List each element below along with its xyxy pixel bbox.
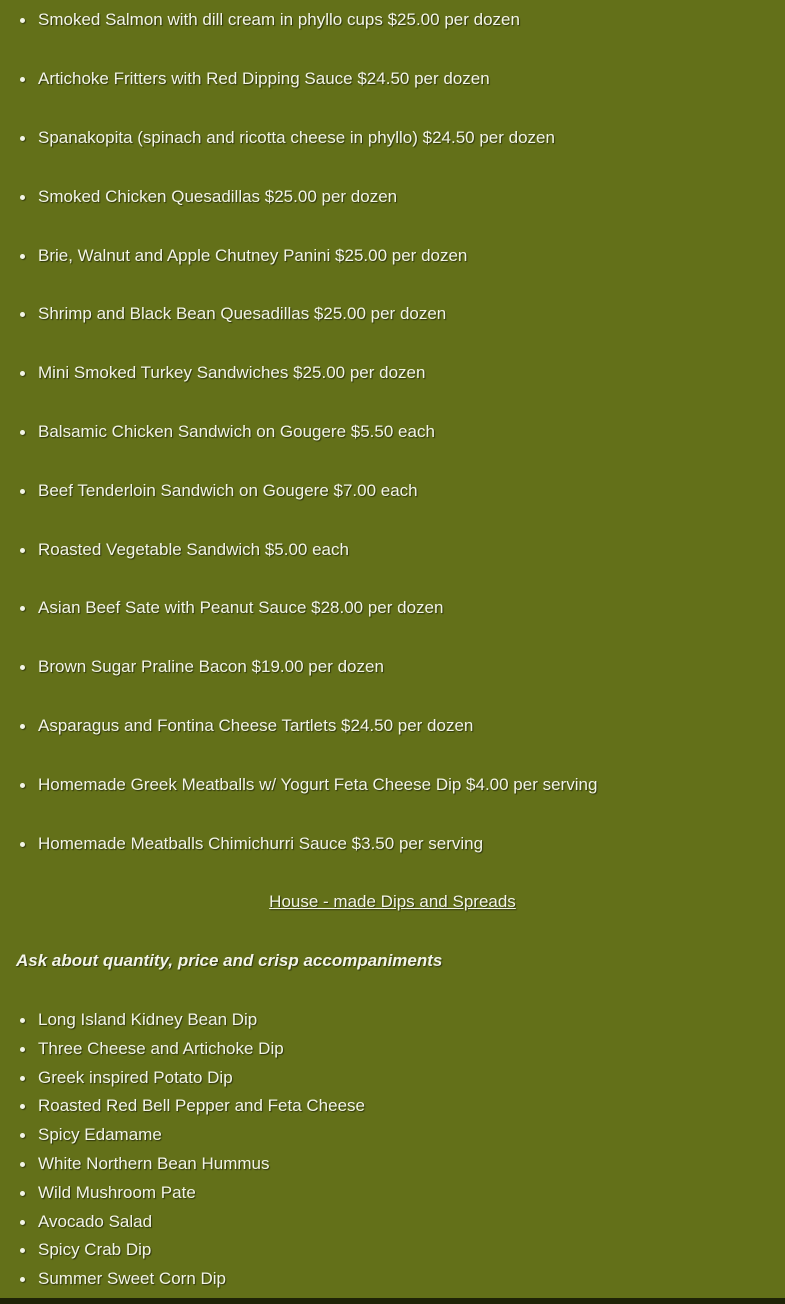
bottom-divider xyxy=(0,1298,785,1304)
list-item: Roasted Vegetable Sandwich $5.00 each xyxy=(38,540,349,559)
list-item: Smoked Chicken Quesadillas $25.00 per dozen xyxy=(38,187,398,206)
list-item: Asian Beef Sate with Peanut Sauce $28.00 per dozen xyxy=(38,598,444,617)
list-item: Smoked Salmon with dill cream in phyllo cups $25.00 per dozen xyxy=(38,10,520,29)
list-item: Roasted Red Bell Pepper and Feta Cheese xyxy=(38,1096,365,1115)
list-item: Balsamic Chicken Sandwich on Gougere $5.50 each xyxy=(38,422,435,441)
ask-note: Ask about quantity, price and crisp accompaniments xyxy=(16,951,443,970)
list-item: Three Cheese and Artichoke Dip xyxy=(38,1039,284,1058)
list-item: Greek inspired Potato Dip xyxy=(38,1068,233,1087)
list-item: Beef Tenderloin Sandwich on Gougere $7.00 each xyxy=(38,481,418,500)
list-item: Homemade Greek Meatballs w/ Yogurt Feta Cheese Dip $4.00 per serving xyxy=(38,775,598,794)
list-item: Spicy Crab Dip xyxy=(38,1240,152,1259)
list-item: Artichoke Fritters with Red Dipping Sauce $24.50 per dozen xyxy=(38,69,490,88)
list-item: White Northern Bean Hummus xyxy=(38,1154,270,1173)
list-item: Asparagus and Fontina Cheese Tartlets $24.50 per dozen xyxy=(38,716,474,735)
list-item: Long Island Kidney Bean Dip xyxy=(38,1010,258,1029)
list-item: Avocado Salad xyxy=(38,1212,153,1231)
list-item: Mini Smoked Turkey Sandwiches $25.00 per dozen xyxy=(38,363,426,382)
list-item: Brown Sugar Praline Bacon $19.00 per dozen xyxy=(38,657,384,676)
list-item: Wild Mushroom Pate xyxy=(38,1183,196,1202)
dips-section-link[interactable]: House - made Dips and Spreads xyxy=(269,892,516,911)
list-item: Summer Sweet Corn Dip xyxy=(38,1269,227,1288)
list-item: Homemade Meatballs Chimichurri Sauce $3.50 per serving xyxy=(38,834,484,853)
list-item: Shrimp and Black Bean Quesadillas $25.00 per dozen xyxy=(38,304,447,323)
list-item: Brie, Walnut and Apple Chutney Panini $25.00 per dozen xyxy=(38,246,468,265)
list-item: Spanakopita (spinach and ricotta cheese in phyllo) $24.50 per dozen xyxy=(38,128,555,147)
list-item: Spicy Edamame xyxy=(38,1125,162,1144)
